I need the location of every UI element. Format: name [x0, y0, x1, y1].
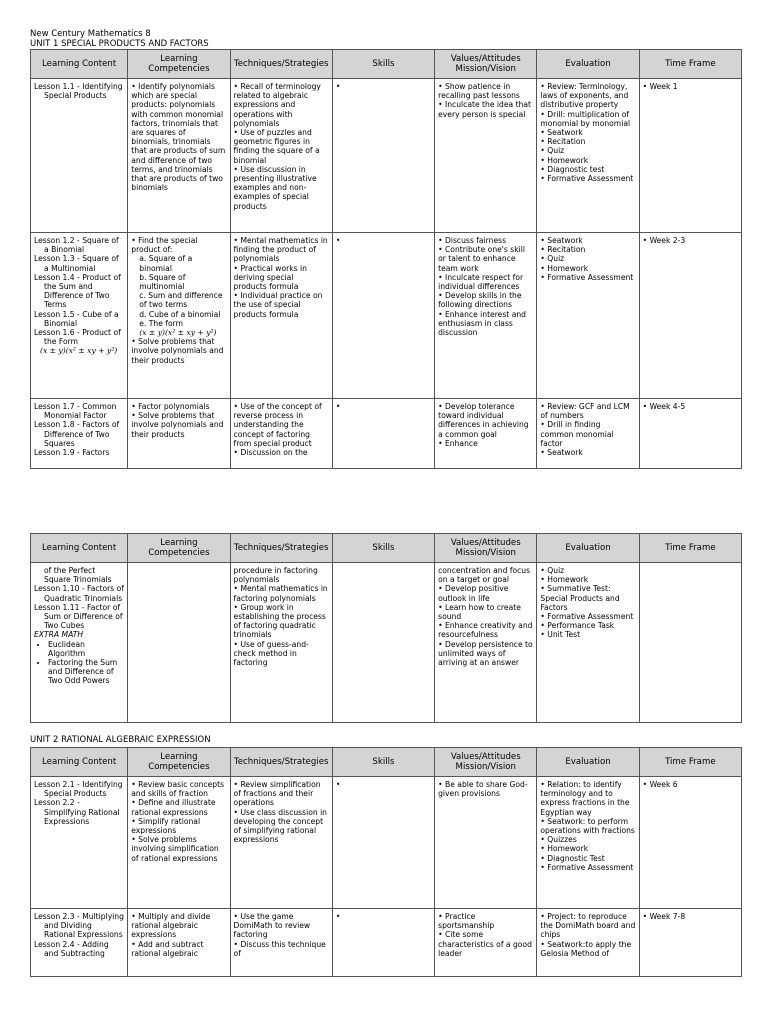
- header-evaluation: Evaluation: [537, 748, 639, 777]
- lesson-item: Lesson 1.2 - Square of a Binomial: [34, 236, 119, 255]
- skills-cell: [332, 563, 434, 723]
- evaluation-cell: [537, 79, 639, 233]
- list-item: • Seatwork: [540, 128, 583, 138]
- header-techniques: Techniques/Strategies: [230, 748, 332, 777]
- lesson-item: Lesson 1.4 - Product of the Sum and Difference of Two Terms: [34, 272, 121, 310]
- header-values: Values/Attitudes Mission/Vision: [435, 534, 537, 563]
- learning-content-cell: [31, 233, 128, 399]
- values-cell: [435, 563, 537, 723]
- learning-content-cell: [31, 777, 128, 909]
- list-item: • Project: to reproduce the DomiMath board and chips: [540, 912, 636, 940]
- skills-cell: •: [332, 79, 434, 233]
- list-item: • Develop tolerance toward individual differences in achieving a common goal: [438, 402, 529, 439]
- lesson-item: Lesson 2.3 - Multiplying and Dividing Rational Expressions: [34, 912, 124, 940]
- extra-math-title: EXTRA MATH: [34, 630, 84, 640]
- list-item: • Solve problems that involve polynomials and their products: [131, 337, 224, 365]
- header-learning-competencies: Learning Competencies: [128, 50, 230, 79]
- header-time-frame: Time Frame: [639, 748, 741, 777]
- sub-item: a. Square of a binomial: [139, 254, 193, 273]
- list-item: • Develop persistence to unlimited ways of arriving at an answer: [438, 639, 533, 668]
- table-row: [31, 563, 742, 723]
- list-item: • Cite some characteristics of a good leader: [438, 930, 532, 958]
- values-cell: [435, 399, 537, 469]
- competencies-cell: [128, 777, 230, 909]
- book-title: New Century Mathematics 8: [30, 29, 151, 39]
- techniques-cell: [230, 777, 332, 909]
- list-item: • Factoring the Sum and Difference of Two Odd Powers: [48, 658, 124, 686]
- document-header: [30, 29, 209, 49]
- time-frame-cell: • Week 4-5: [639, 399, 741, 469]
- list-item: • Diagnostic Test: [540, 853, 605, 863]
- lesson-item: Lesson 1.7 - Common Monomial Factor: [34, 402, 117, 421]
- techniques-cell: [230, 79, 332, 233]
- list-item: • Contribute one's skill or talent to enhance team work: [438, 245, 525, 273]
- list-item: • Use class discussion in developing the concept of simplifying rational expressions: [233, 807, 327, 845]
- table-header-row: [31, 50, 742, 79]
- formula: (x ± y)(x² ± xy + y²): [40, 346, 118, 356]
- list-item: • Formative Assessment: [540, 612, 634, 622]
- list-item: • Practical works in deriving special products formula: [233, 263, 307, 292]
- curriculum-table-unit2: [30, 747, 742, 977]
- list-item: • Quiz: [540, 254, 565, 264]
- list-item: • Inculcate the idea that every person is special: [438, 100, 532, 119]
- sub-item: c. Sum and difference of two terms: [139, 291, 223, 310]
- learning-content-cell: [31, 399, 128, 469]
- list-item: • Seatwork: to perform operations with fractions: [540, 816, 635, 836]
- techniques-cell: [230, 399, 332, 469]
- list-item: • Homework: [540, 575, 589, 585]
- evaluation-cell: [537, 777, 639, 909]
- list-item: • Discussion on the: [233, 448, 308, 458]
- header-learning-content: Learning Content: [31, 748, 128, 777]
- sub-item: d. Cube of a binomial: [139, 309, 221, 319]
- values-cell: [435, 909, 537, 977]
- list-item: • Simplify rational expressions: [131, 816, 201, 836]
- time-frame-cell: [639, 563, 741, 723]
- evaluation-cell: [537, 399, 639, 469]
- list-item: • Add and subtract rational algebraic: [131, 939, 204, 958]
- time-frame-cell: • Week 7-8: [639, 909, 741, 977]
- competencies-cell: [128, 79, 230, 233]
- list-item: • Define and illustrate rational expressions: [131, 798, 216, 817]
- values-cell: [435, 777, 537, 909]
- evaluation-cell: [537, 563, 639, 723]
- list-item: • Homework: [540, 155, 589, 165]
- list-item: • Review simplification of fractions and their operations: [233, 780, 321, 808]
- list-item: • Performance Task: [540, 621, 615, 631]
- list-item: • Enhance interest and enthusiasm in class discussion: [438, 309, 526, 338]
- lesson-item: Lesson 1.5 - Cube of a Binomial: [34, 309, 119, 328]
- table-row: [31, 399, 742, 469]
- skills-cell: •: [332, 399, 434, 469]
- list-item: • Formative Assessment: [540, 174, 634, 184]
- list-item: • Formative Assessment: [540, 862, 634, 872]
- lesson-item: Lesson 1.3 - Square of a Multinomial: [34, 254, 119, 273]
- list-item: • Recall of terminology related to algebraic expressions and operations with polynomials: [233, 82, 321, 128]
- list-item: • Quizzes: [540, 835, 577, 845]
- list-item: • Factor polynomials: [131, 402, 210, 411]
- header-time-frame: Time Frame: [639, 50, 741, 79]
- list-item: • Use of guess-and-check method in factoring: [233, 639, 309, 668]
- list-item: • Drill in finding common monomial factor: [540, 420, 614, 448]
- list-item: • Diagnostic test: [540, 164, 605, 174]
- formula: (x ± y)(x² ± xy + y²): [139, 328, 217, 338]
- list-item: • Formative Assessment: [540, 272, 634, 282]
- list-item: • Discuss this technique of: [233, 939, 326, 958]
- competencies-cell: [128, 909, 230, 977]
- list-item: • Solve problems involving simplification of rational expressions: [131, 835, 219, 863]
- skills-cell: •: [332, 233, 434, 399]
- header-evaluation: Evaluation: [537, 50, 639, 79]
- list-item: • Review: Terminology, laws of exponents, and distributive property: [540, 82, 629, 110]
- table-row: [31, 777, 742, 909]
- evaluation-cell: [537, 233, 639, 399]
- header-techniques: Techniques/Strategies: [230, 50, 332, 79]
- list-item: • Quiz: [540, 146, 565, 156]
- list-item: • Enhance: [438, 438, 478, 448]
- header-values: Values/Attitudes Mission/Vision: [435, 50, 537, 79]
- list-item: • Use of the concept of reverse process in understanding the concept of factoring from special product: [233, 402, 322, 448]
- techniques-cell: [230, 233, 332, 399]
- time-frame-cell: • Week 6: [639, 777, 741, 909]
- lesson-item: of the Perfect Square Trinomials: [44, 566, 112, 585]
- list-item: • Enhance creativity and resourcefulness: [438, 621, 533, 640]
- list-item: • Homework: [540, 263, 589, 273]
- list-item: • Euclidean Algorithm: [48, 640, 124, 658]
- unit2-title: UNIT 2 RATIONAL ALGEBRAIC EXPRESSION: [30, 735, 211, 745]
- curriculum-table-unit1: [30, 49, 742, 469]
- techniques-cell: [230, 909, 332, 977]
- header-skills: Skills: [332, 534, 434, 563]
- sub-item: e. The form: [139, 318, 184, 328]
- list-item: • Recitation: [540, 137, 586, 147]
- values-cell: [435, 79, 537, 233]
- list-item: • Solve problems that involve polynomials and their products: [131, 411, 224, 439]
- evaluation-cell: [537, 909, 639, 977]
- list-item: • Multiply and divide rational algebraic expressions: [131, 912, 211, 940]
- list-item: • Mental mathematics in finding the product of polynomials: [233, 236, 328, 264]
- time-frame-cell: • Week 1: [639, 79, 741, 233]
- list-item: • Recitation: [540, 245, 586, 255]
- list-item: • Use of puzzles and geometric figures in finding the square of a binomial: [233, 128, 320, 165]
- list-item: • Drill: multiplication of monomial by monomial: [540, 109, 631, 128]
- list-item: • Review basic concepts and skills of fraction: [131, 780, 225, 799]
- learning-content-cell: [31, 563, 128, 723]
- table-header-row: [31, 748, 742, 777]
- list-item: procedure in factoring polynomials: [233, 566, 318, 585]
- skills-cell: •: [332, 777, 434, 909]
- time-frame-cell: • Week 2-3: [639, 233, 741, 399]
- header-evaluation: Evaluation: [537, 534, 639, 563]
- list-item: • Relation: to identify terminology and to express fractions in the Egyptian way: [540, 780, 630, 817]
- lesson-item: Lesson 1.1 - Identifying Special Products: [34, 82, 123, 101]
- techniques-cell: [230, 563, 332, 723]
- list-item: concentration and focus on a target or goal: [438, 566, 531, 585]
- list-item: • Seatwork:to apply the Gelosia Method of: [540, 939, 632, 958]
- list-item: • Develop skills in the following directions: [438, 291, 522, 310]
- skills-cell: •: [332, 909, 434, 977]
- values-cell: [435, 233, 537, 399]
- competencies-cell: [128, 399, 230, 469]
- list-item: • Review: GCF and LCM of numbers: [540, 402, 630, 421]
- sub-item: b. Square of multinomial: [139, 272, 186, 292]
- table-row: [31, 909, 742, 977]
- learning-content-cell: [31, 79, 128, 233]
- table-row: [31, 79, 742, 233]
- lesson-item: Lesson 1.9 - Factors: [34, 448, 110, 458]
- header-techniques: Techniques/Strategies: [230, 534, 332, 563]
- header-values: Values/Attitudes Mission/Vision: [435, 748, 537, 777]
- learning-content-cell: [31, 909, 128, 977]
- list-item: • Develop positive outlook in life: [438, 584, 509, 603]
- competencies-cell: [128, 233, 230, 399]
- header-learning-content: Learning Content: [31, 534, 128, 563]
- header-learning-content: Learning Content: [31, 50, 128, 79]
- list-item: • Use discussion in presenting illustrative examples and non-examples of special products: [233, 164, 317, 211]
- list-item: • Find the special product of:: [131, 236, 198, 255]
- list-item: • Individual practice on the use of special products formula: [233, 291, 323, 319]
- table-row: [31, 233, 742, 399]
- lesson-item: Lesson 1.6 - Product of the Form: [34, 328, 121, 347]
- header-time-frame: Time Frame: [639, 534, 741, 563]
- list-item: • Be able to share God-given provisions: [438, 780, 528, 799]
- competencies-cell: [128, 563, 230, 723]
- list-item: • Group work in establishing the process of factoring quadratic trinomials: [233, 602, 326, 640]
- list-item: • Use the game DomiMath to review factoring: [233, 912, 311, 940]
- lesson-item: Lesson 2.4 - Adding and Subtracting: [34, 939, 109, 958]
- lesson-item: Lesson 1.8 - Factors of Difference of Two Squares: [34, 420, 120, 448]
- header-learning-competencies: Learning Competencies: [128, 748, 230, 777]
- list-item: • Unit Test: [540, 630, 581, 640]
- list-item: • Learn how to create sound: [438, 602, 521, 622]
- list-item: • Mental mathematics in factoring polynomials: [233, 584, 328, 603]
- list-item: • Identify polynomials which are special products: polynomials with common monomial factors, trinomials that are squares of binomials, trinomials that are products of sum and difference of two terms, and trinomials that are products of two binomials: [131, 82, 226, 193]
- list-item: • Homework: [540, 844, 589, 854]
- header-learning-competencies: Learning Competencies: [128, 534, 230, 563]
- list-item: • Show patience in recalling past lessons: [438, 82, 520, 101]
- list-item: • Quiz: [540, 566, 565, 575]
- list-item: • Summative Test: Special Products and Factors: [540, 584, 620, 612]
- list-item: • Discuss fairness: [438, 236, 507, 245]
- lesson-item: Lesson 1.11 - Factor of Sum or Difference of Two Cubes: [34, 602, 123, 631]
- list-item: • Practice sportsmanship: [438, 912, 495, 931]
- list-item: • Inculcate respect for individual differences: [438, 272, 524, 292]
- header-skills: Skills: [332, 50, 434, 79]
- unit1-title: UNIT 1 SPECIAL PRODUCTS AND FACTORS: [30, 39, 209, 49]
- list-item: • Seatwork: [540, 448, 583, 458]
- header-skills: Skills: [332, 748, 434, 777]
- lesson-item: Lesson 2.1 - Identifying Special Products: [34, 780, 123, 799]
- table-header-row: [31, 534, 742, 563]
- curriculum-table-unit1-continued: [30, 533, 742, 723]
- list-item: • Seatwork: [540, 236, 583, 245]
- lesson-item: Lesson 2.2 - Simplifying Rational Expressions: [34, 798, 120, 826]
- lesson-item: Lesson 1.10 - Factors of Quadratic Trinomials: [34, 584, 124, 603]
